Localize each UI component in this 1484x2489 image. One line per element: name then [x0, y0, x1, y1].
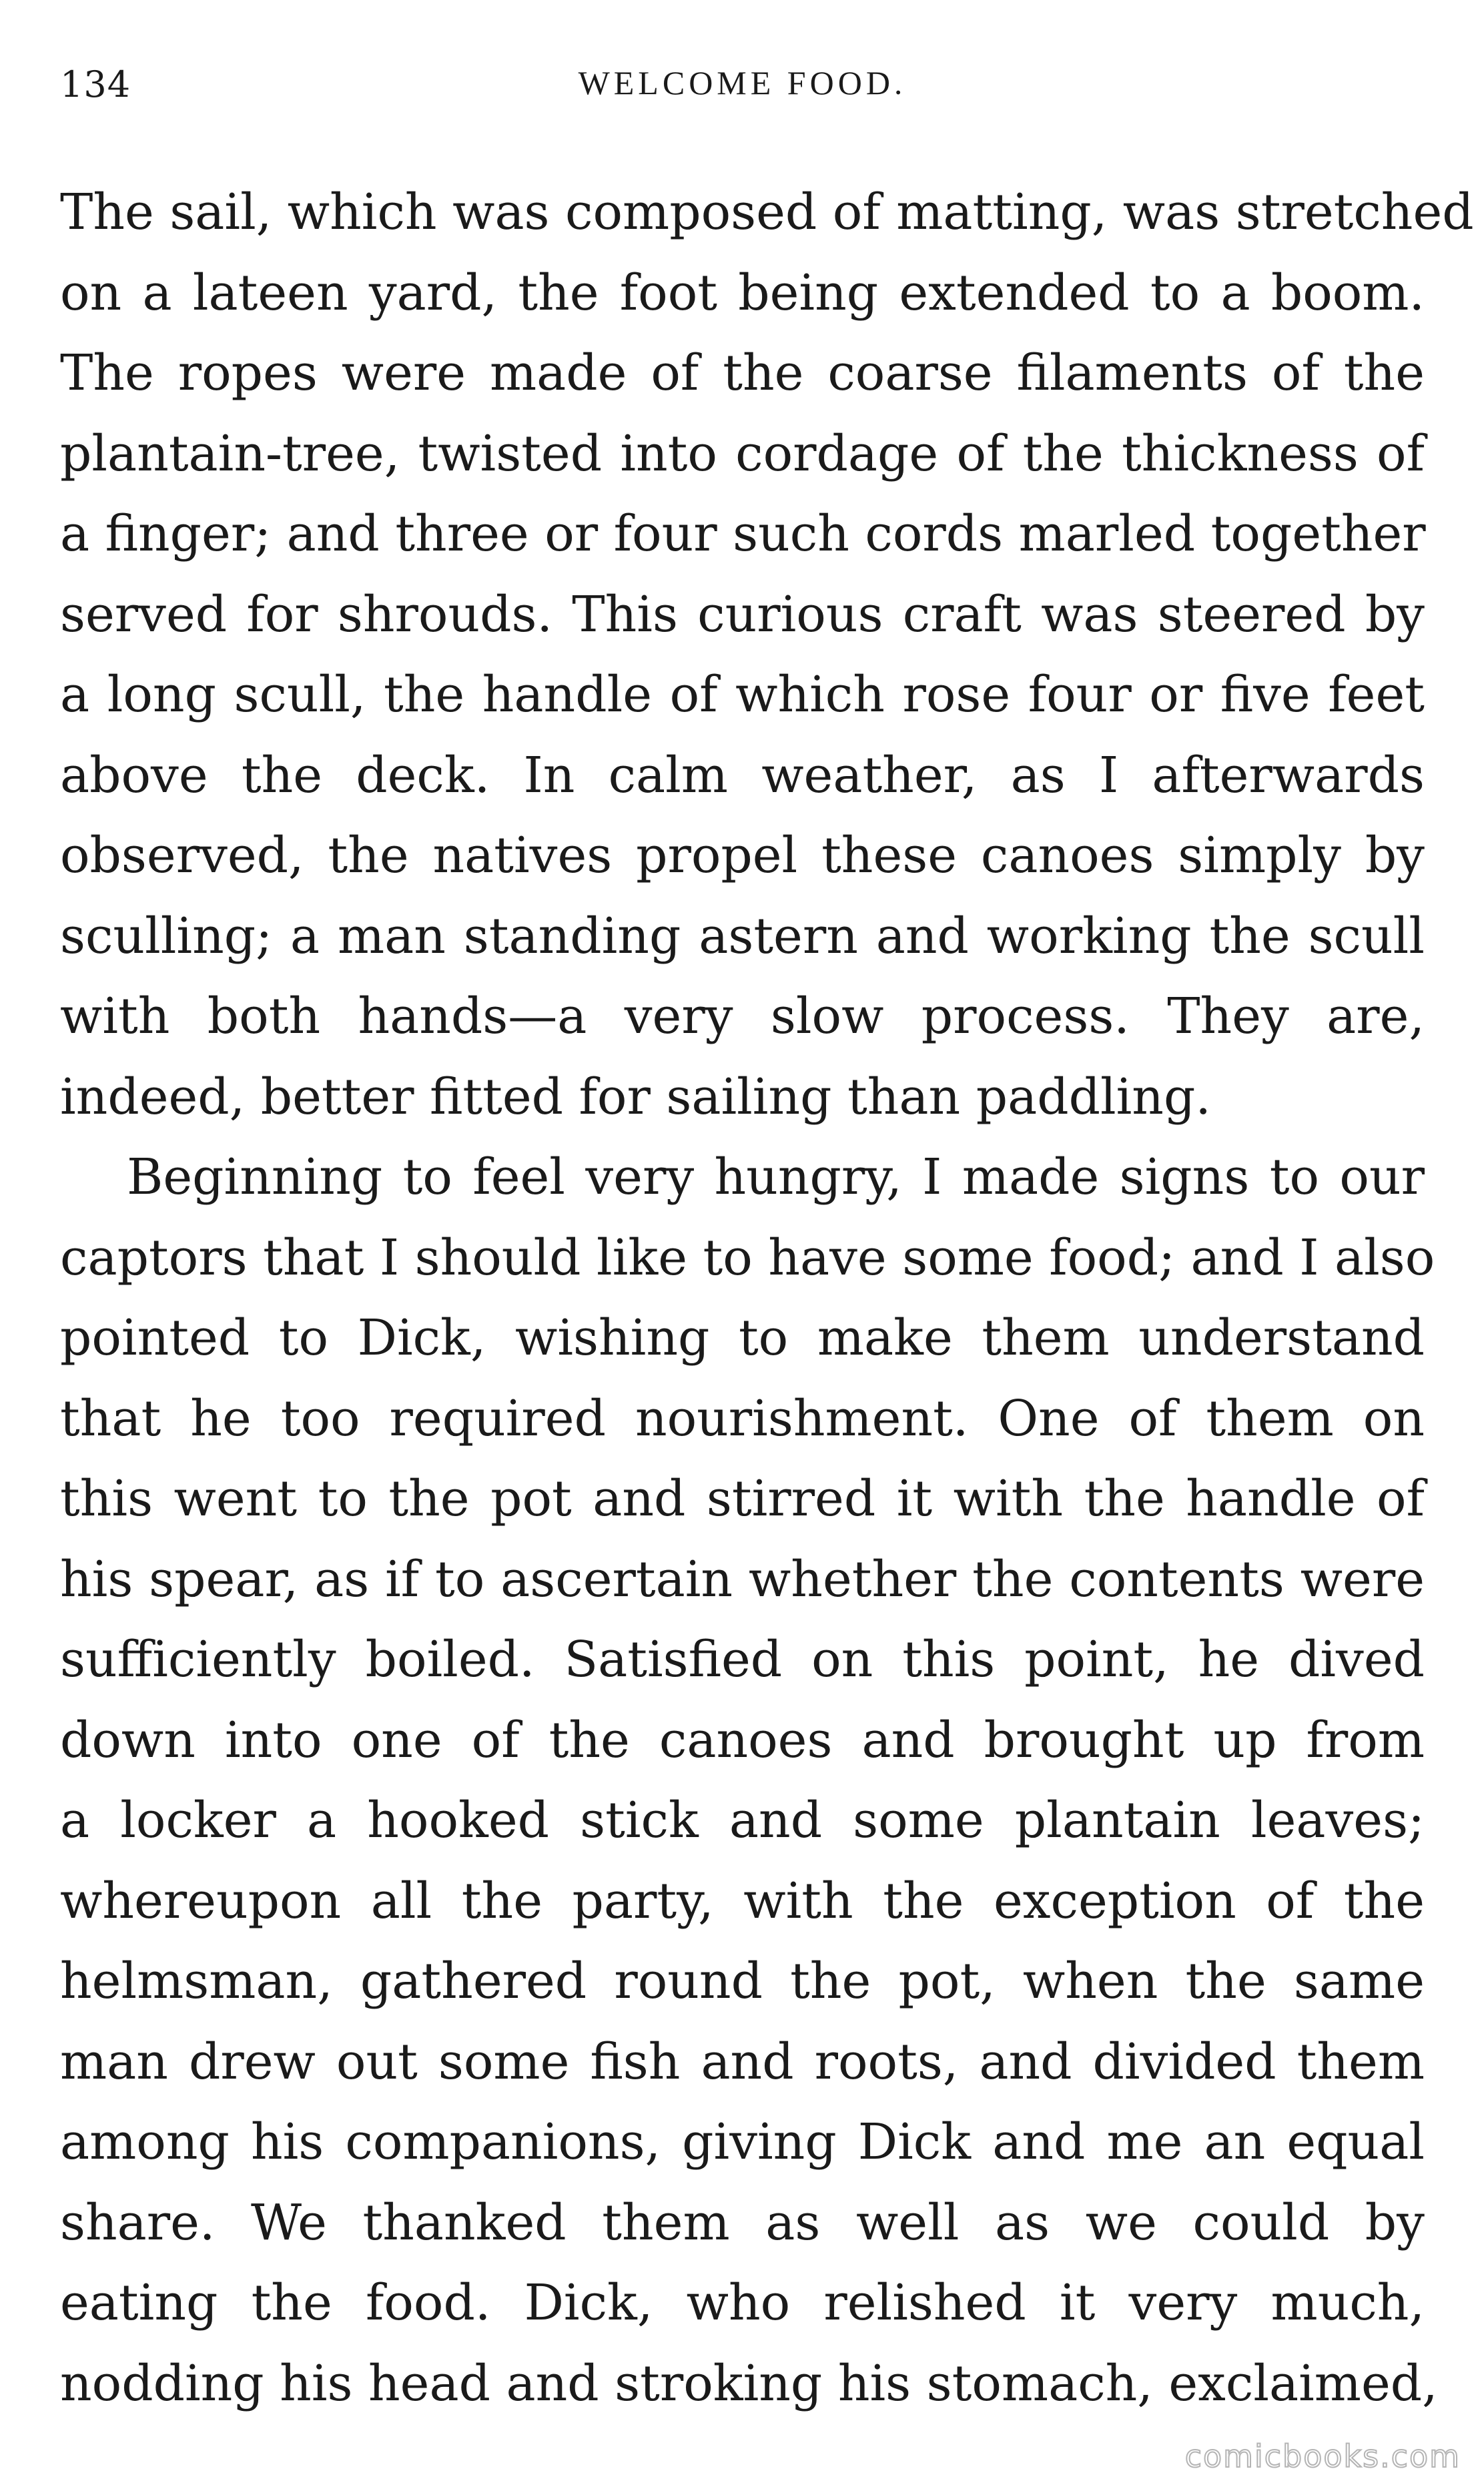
text-line: observed, the natives propel these canoes simply by: [60, 827, 1425, 884]
text-line: served for shrouds. This curious craft was steered by: [60, 585, 1425, 643]
text-line: that he too required nourishment. One of them on: [60, 1389, 1425, 1447]
text-line: among his companions, giving Dick and me an equal: [60, 2113, 1425, 2171]
page-header: [60, 63, 1425, 110]
text-line: sculling; a man standing astern and working the scull: [60, 907, 1425, 965]
text-line: plantain-tree, twisted into cordage of the thickness of: [60, 424, 1425, 482]
text-line: helmsman, gathered round the pot, when the same: [60, 1952, 1425, 2010]
text-line: pointed to Dick, wishing to make them understand: [60, 1309, 1425, 1367]
page-number: 134: [60, 63, 131, 105]
text-line: share. We thanked them as well as we could by: [60, 2193, 1425, 2251]
text-line: whereupon all the party, with the exception of the: [60, 1872, 1425, 1930]
body-text: [60, 172, 1474, 2424]
text-line: Beginning to feel very hungry, I made signs to our: [127, 1148, 1425, 1206]
text-line: eating the food. Dick, who relished it very much,: [60, 2274, 1425, 2332]
text-line: sufficiently boiled. Satisfied on this point, he dived: [60, 1631, 1425, 1688]
running-head: WELCOME FOOD.: [578, 64, 907, 101]
text-line: this went to the pot and stirred it with the handle of: [60, 1470, 1425, 1527]
text-line: The ropes were made of the coarse filaments of the: [60, 344, 1425, 402]
text-line: his spear, as if to ascertain whether the contents were: [60, 1550, 1425, 1608]
text-line: a long scull, the handle of which rose four or five feet: [60, 666, 1425, 723]
text-line: on a lateen yard, the foot being extended to a boom.: [60, 264, 1425, 322]
watermark: comicbooks.com: [1184, 2438, 1461, 2474]
text-line: a finger; and three or four such cords marled together: [60, 505, 1426, 563]
text-line: with both hands—a very slow process. They are,: [60, 988, 1425, 1045]
text-line: The sail, which was composed of matting, was stretched: [60, 184, 1474, 241]
text-line: indeed, better fitted for sailing than paddling.: [60, 1068, 1211, 1126]
text-line: down into one of the canoes and brought up from: [60, 1711, 1425, 1769]
text-line: captors that I should like to have some food; and I also: [60, 1228, 1435, 1287]
text-line: nodding his head and stroking his stomach, exclaimed,: [60, 2354, 1438, 2412]
text-line: above the deck. In calm weather, as I afterwards: [60, 746, 1425, 804]
text-line: a locker a hooked stick and some plantain leaves;: [60, 1792, 1425, 1849]
text-line: man drew out some fish and roots, and divided them: [60, 2033, 1425, 2091]
